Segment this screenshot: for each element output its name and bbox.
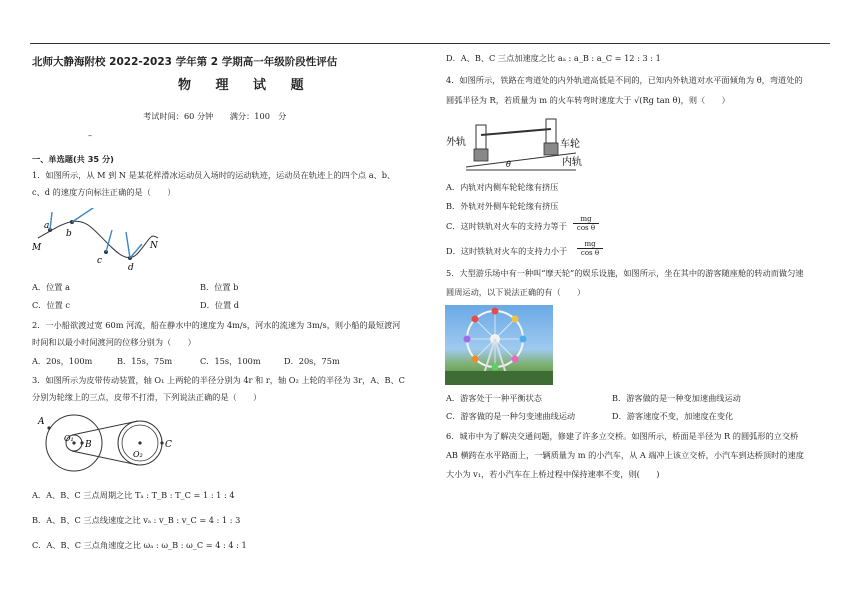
q4-option-d: D．这时铁轨对火车的支持力小于	[446, 246, 568, 256]
q1-label-b: b	[66, 229, 72, 239]
top-rule	[30, 43, 830, 44]
q4-option-b: B．外轨对外侧车轮轮缘有挤压	[446, 201, 559, 211]
q1-line2: c、d 的速度方向标注正确的是（ ）	[32, 187, 176, 197]
subject-title: 物 理 试 题	[178, 78, 314, 93]
q3-label-O2: O₂	[133, 450, 143, 459]
q4-label-outer: 外轨	[446, 137, 466, 148]
q3-label-O1: O₁	[64, 434, 74, 443]
q2-option-c: C．15s，100m	[200, 356, 261, 366]
q3-label-B: B	[85, 440, 92, 450]
q4-label-wheel: 车轮	[560, 139, 580, 150]
q1-label-c: c	[97, 256, 103, 266]
q4-line2: 圆弧半径为 R，若质量为 m 的火车转弯时速度大于 √(Rg tan θ)，则（ ）	[446, 95, 730, 105]
q3-line2: 分别为轮缘上的三点，皮带不打滑，下列说法正确的是（ ）	[32, 392, 262, 402]
q3-line1: 3．如图所示为皮带传动装置，轴 O₁ 上两轮的半径分别为 4r 和 r，轴 O₂ 上轮的半径为 3r，A、B、C	[32, 375, 405, 385]
dash-mark: –	[88, 130, 93, 140]
q1-option-c: C．位置 c	[32, 300, 71, 310]
q4-label-theta: θ	[506, 160, 511, 169]
q4-rail-figure	[446, 115, 606, 175]
q1-option-b: B．位置 b	[200, 282, 239, 292]
q3-option-d: D．A、B、C 三点加速度之比 aₐ : a_B : a_C = 12 : 3 : 1	[446, 53, 661, 63]
q5-option-c: C．游客做的是一种匀变速曲线运动	[446, 411, 576, 421]
q5-option-b: B．游客做的是一种变加速曲线运动	[612, 393, 741, 403]
q4-line1: 4．如图所示，铁路在弯道处的内外轨道高低是不同的，已知内外轨道对水平面倾角为 θ，弯道处的	[446, 75, 803, 85]
q6-line3: 大小为 v₁，若小汽车在上桥过程中保持速率不变，则( )	[446, 469, 660, 479]
q2-option-d: D．20s，75m	[284, 356, 340, 366]
q3-option-b: B．A、B、C 三点线速度之比 vₐ : v_B : v_C = 4 : 1 : 3	[32, 515, 241, 525]
q4-label-inner: 内轨	[562, 157, 582, 168]
q3-option-c: C．A、B、C 三点角速度之比 ωₐ : ω_B : ω_C = 4 : 4 : 1	[32, 540, 247, 550]
q2-option-b: B．15s，75m	[117, 356, 173, 366]
q1-option-d: D．位置 d	[200, 300, 239, 310]
q6-line2: AB 横跨在水平路面上，一辆质量为 m 的小汽车，从 A 端冲上该立交桥，小汽车到达桥顶时的速度	[446, 450, 804, 460]
q1-label-d: d	[128, 263, 134, 273]
ferris-wheel-photo	[445, 305, 553, 385]
q5-line1: 5．大型游乐场中有一种叫“摩天轮”的娱乐设施，如图所示，坐在其中的游客随座舱的转动而做匀速	[446, 268, 804, 278]
q4-fraction-c	[573, 215, 599, 232]
ferris-wheel-image	[445, 305, 553, 385]
q3-label-C: C	[165, 440, 172, 450]
q4-fraction-c-den: cos θ	[576, 224, 596, 232]
q1-line1: 1．如图所示，从 M 到 N 是某花样滑冰运动员入场时的运动轨迹，运动员在轨迹上的四个点 a、b、	[32, 170, 396, 180]
q3-belt-drive-figure	[32, 410, 172, 480]
q3-label-A: A	[38, 417, 45, 427]
exam-title: 北师大静海附校 2022-2023 学年第 2 学期高一年级阶段性评估	[32, 56, 338, 68]
q5-option-a: A．游客处于一种平衡状态	[446, 393, 542, 403]
q1-label-a: a	[44, 221, 50, 231]
exam-info: 考试时间：60 分钟 满分：100 分	[143, 111, 287, 121]
q4-option-a: A．内轨对内侧车轮轮缘有挤压	[446, 182, 559, 192]
q1-option-a: A．位置 a	[32, 282, 70, 292]
q5-option-d: D．游客速度不变，加速度在变化	[612, 411, 734, 421]
q4-fraction-d-den: cos θ	[580, 249, 600, 257]
q2-line1: 2．一小船欲渡过宽 60m 河流，船在静水中的速度为 4m/s，河水的流速为 3m/s，则小船的最短渡河	[32, 320, 401, 330]
q1-label-N: N	[150, 241, 158, 251]
q4-option-c: C．这时铁轨对火车的支持力等于	[446, 221, 567, 231]
q5-line2: 圆周运动，以下说法正确的有（ ）	[446, 287, 586, 297]
q1-label-M: M	[32, 243, 42, 253]
q4-fraction-c-num: mg	[573, 215, 599, 224]
q2-line2: 时间和以最小时间渡河的位移分别为（ ）	[32, 337, 196, 347]
q6-line1: 6．城市中为了解决交通问题，修建了许多立交桥。如图所示，桥面是半径为 R 的圆弧形的立交桥	[446, 431, 799, 441]
q4-fraction-d-num: mg	[577, 240, 603, 249]
section-title: 一、单选题(共 35 分)	[32, 154, 114, 164]
q4-fraction-d	[577, 240, 603, 257]
q3-option-a: A．A、B、C 三点周期之比 Tₐ : T_B : T_C = 1 : 1 : 4	[32, 490, 235, 500]
q2-option-a: A．20s，100m	[32, 356, 93, 366]
q1-trajectory-figure	[30, 208, 170, 274]
